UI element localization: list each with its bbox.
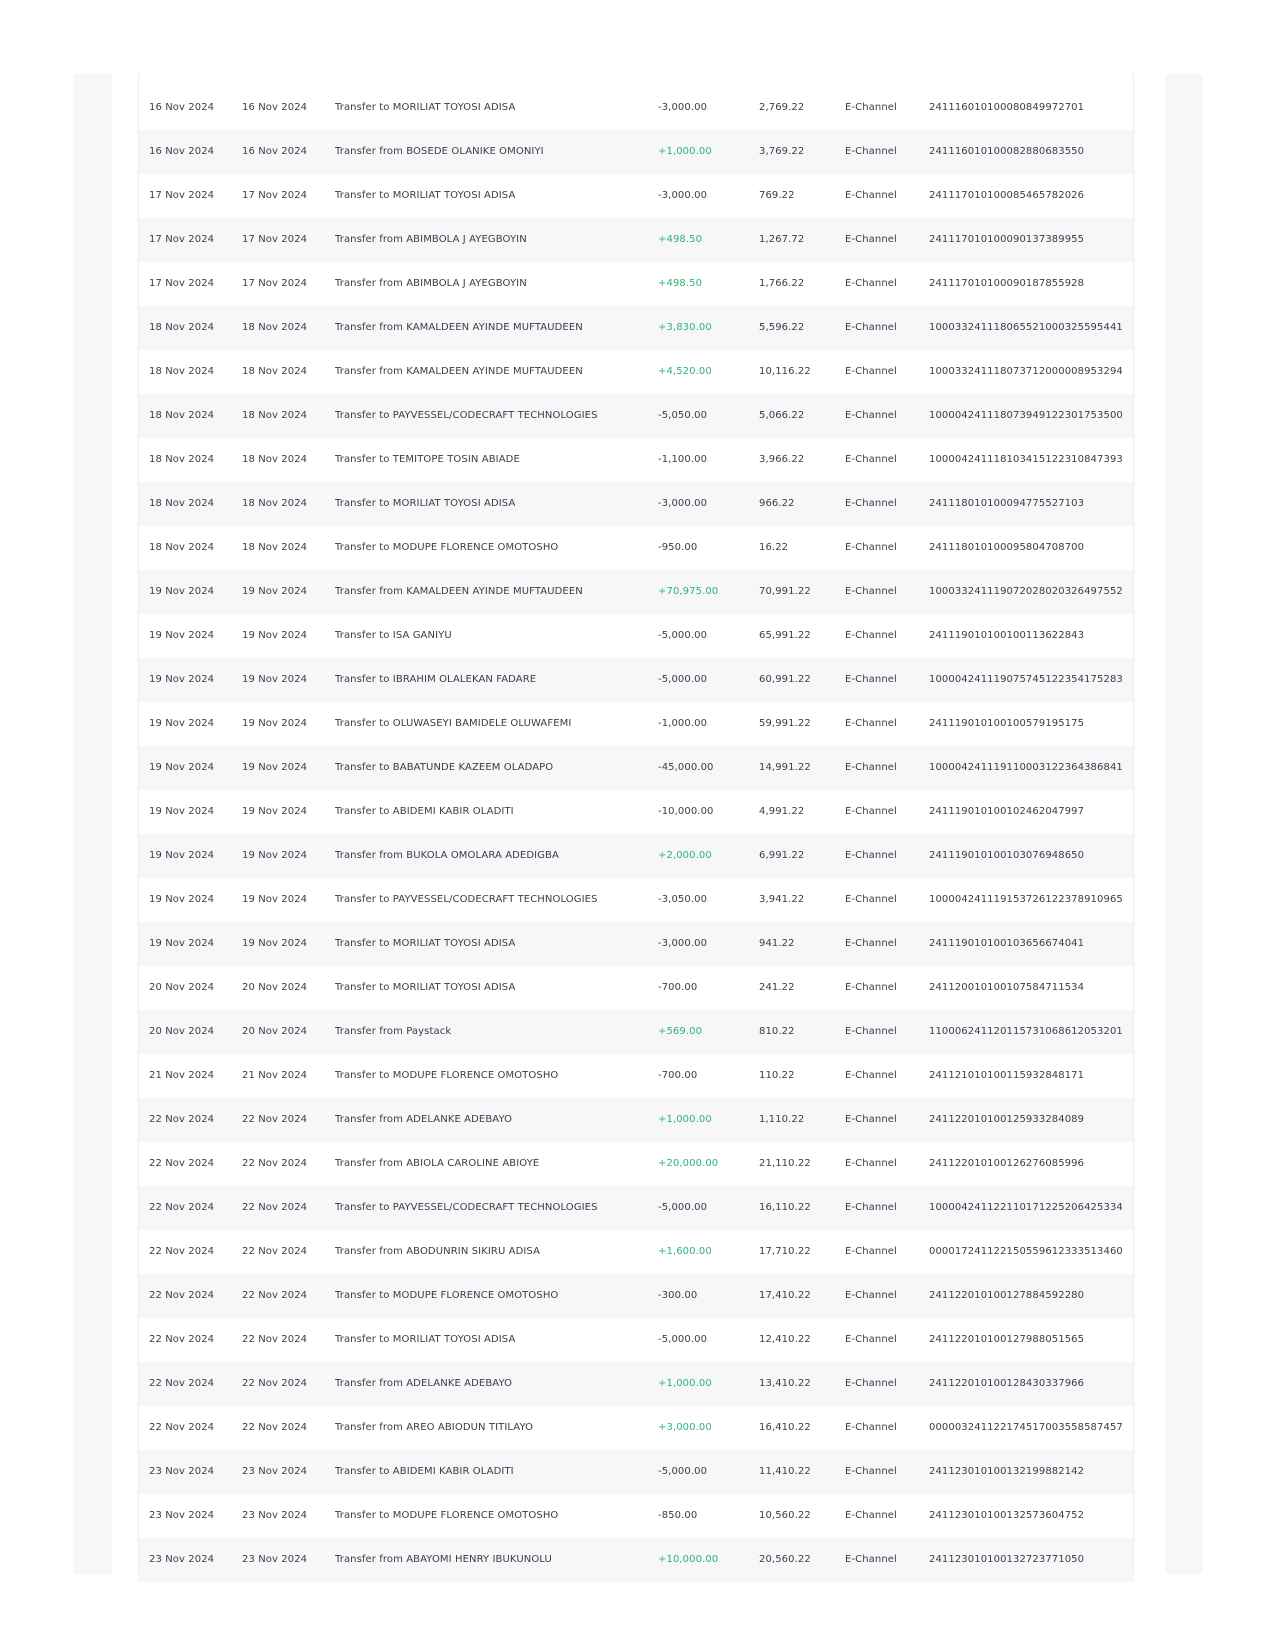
transaction-amount: +1,000.00 (658, 146, 712, 157)
transaction-description: Transfer from ADELANKE ADEBAYO (335, 1114, 513, 1125)
table-row (139, 526, 1133, 570)
running-balance: 110.22 (759, 1070, 795, 1081)
transaction-reference: 241123010100132573604752 (929, 1510, 1085, 1521)
transaction-amount: -3,050.00 (658, 894, 708, 905)
value-date: 22 Nov 2024 (242, 1290, 308, 1301)
transaction-reference: 241122010100127988051565 (929, 1334, 1085, 1345)
table-row (139, 1274, 1133, 1318)
transaction-amount: -1,000.00 (658, 718, 708, 729)
transaction-date: 23 Nov 2024 (149, 1510, 215, 1521)
value-date: 18 Nov 2024 (242, 322, 308, 333)
transaction-description: Transfer to ABIDEMI KABIR OLADITI (335, 806, 514, 817)
table-row (139, 1230, 1133, 1274)
transaction-channel: E-Channel (845, 938, 897, 949)
transaction-description: Transfer to MORILIAT TOYOSI ADISA (335, 190, 516, 201)
transaction-channel: E-Channel (845, 454, 897, 465)
value-date: 19 Nov 2024 (242, 586, 308, 597)
transaction-description: Transfer from AREO ABIODUN TITILAYO (335, 1422, 534, 1433)
value-date: 19 Nov 2024 (242, 630, 308, 641)
transaction-description: Transfer from KAMALDEEN AYINDE MUFTAUDEEN (335, 322, 583, 333)
table-row (139, 570, 1133, 614)
transaction-date: 19 Nov 2024 (149, 762, 215, 773)
transaction-channel: E-Channel (845, 322, 897, 333)
transaction-channel: E-Channel (845, 1378, 897, 1389)
transaction-channel: E-Channel (845, 674, 897, 685)
transaction-date: 17 Nov 2024 (149, 234, 215, 245)
transaction-description: Transfer from KAMALDEEN AYINDE MUFTAUDEEN (335, 366, 583, 377)
value-date: 22 Nov 2024 (242, 1158, 308, 1169)
transaction-reference: 241122010100126276085996 (929, 1158, 1085, 1169)
running-balance: 769.22 (759, 190, 795, 201)
transaction-date: 21 Nov 2024 (149, 1070, 215, 1081)
transaction-date: 20 Nov 2024 (149, 1026, 215, 1037)
transaction-reference: 241117010100090137389955 (929, 234, 1085, 245)
transaction-description: Transfer to MORILIAT TOYOSI ADISA (335, 102, 516, 113)
transaction-date: 22 Nov 2024 (149, 1158, 215, 1169)
transaction-description: Transfer to OLUWASEYI BAMIDELE OLUWAFEMI (335, 718, 572, 729)
transaction-amount: -5,000.00 (658, 630, 708, 641)
table-row (139, 1054, 1133, 1098)
transaction-reference: 241122010100128430337966 (929, 1378, 1085, 1389)
transaction-reference: 100004241118073949122301753500 (929, 410, 1123, 421)
transaction-channel: E-Channel (845, 1466, 897, 1477)
transaction-date: 18 Nov 2024 (149, 410, 215, 421)
value-date: 22 Nov 2024 (242, 1334, 308, 1345)
transaction-date: 19 Nov 2024 (149, 586, 215, 597)
transaction-amount: -3,000.00 (658, 498, 708, 509)
running-balance: 3,966.22 (759, 454, 805, 465)
transaction-reference: 100033241118073712000008953294 (929, 366, 1123, 377)
table-row (139, 922, 1133, 966)
transaction-description: Transfer from ABODUNRIN SIKIRU ADISA (335, 1246, 541, 1257)
transaction-amount: +2,000.00 (658, 850, 712, 861)
transaction-amount: -300.00 (658, 1290, 698, 1301)
transaction-channel: E-Channel (845, 278, 897, 289)
transaction-amount: +1,000.00 (658, 1378, 712, 1389)
transaction-description: Transfer to MORILIAT TOYOSI ADISA (335, 1334, 516, 1345)
table-row (139, 1010, 1133, 1054)
transaction-amount: +498.50 (658, 234, 703, 245)
transaction-description: Transfer from ABIMBOLA J AYEGBOYIN (335, 234, 527, 245)
table-row (139, 1362, 1133, 1406)
transaction-description: Transfer from ABIMBOLA J AYEGBOYIN (335, 278, 527, 289)
table-row (139, 834, 1133, 878)
transaction-reference: 241119010100100113622843 (929, 630, 1085, 641)
value-date: 17 Nov 2024 (242, 190, 308, 201)
value-date: 23 Nov 2024 (242, 1554, 308, 1565)
running-balance: 1,766.22 (759, 278, 805, 289)
running-balance: 10,116.22 (759, 366, 811, 377)
value-date: 18 Nov 2024 (242, 542, 308, 553)
transaction-date: 18 Nov 2024 (149, 366, 215, 377)
transaction-channel: E-Channel (845, 102, 897, 113)
transaction-description: Transfer to TEMITOPE TOSIN ABIADE (335, 454, 520, 465)
transaction-amount: +4,520.00 (658, 366, 712, 377)
transaction-reference: 241118010100094775527103 (929, 498, 1085, 509)
transaction-reference: 241122010100125933284089 (929, 1114, 1085, 1125)
transaction-date: 19 Nov 2024 (149, 630, 215, 641)
transaction-channel: E-Channel (845, 894, 897, 905)
transaction-description: Transfer to MODUPE FLORENCE OMOTOSHO (335, 1510, 559, 1521)
transaction-description: Transfer from BUKOLA OMOLARA ADEDIGBA (335, 850, 559, 861)
transaction-reference: 241120010100107584711534 (929, 982, 1085, 993)
transaction-reference: 241121010100115932848171 (929, 1070, 1085, 1081)
value-date: 16 Nov 2024 (242, 102, 308, 113)
transaction-reference: 000017241122150559612333513460 (929, 1246, 1123, 1257)
running-balance: 70,991.22 (759, 586, 811, 597)
running-balance: 10,560.22 (759, 1510, 811, 1521)
transaction-channel: E-Channel (845, 630, 897, 641)
value-date: 22 Nov 2024 (242, 1422, 308, 1433)
transaction-description: Transfer to MORILIAT TOYOSI ADISA (335, 938, 516, 949)
transaction-description: Transfer from BOSEDE OLANIKE OMONIYI (335, 146, 544, 157)
transaction-description: Transfer to MODUPE FLORENCE OMOTOSHO (335, 1290, 559, 1301)
running-balance: 241.22 (759, 982, 795, 993)
table-row (139, 966, 1133, 1010)
transaction-amount: -10,000.00 (658, 806, 714, 817)
transaction-date: 18 Nov 2024 (149, 542, 215, 553)
value-date: 19 Nov 2024 (242, 762, 308, 773)
transaction-description: Transfer to ABIDEMI KABIR OLADITI (335, 1466, 514, 1477)
transaction-description: Transfer to MORILIAT TOYOSI ADISA (335, 498, 516, 509)
running-balance: 16.22 (759, 542, 789, 553)
transaction-date: 16 Nov 2024 (149, 102, 215, 113)
transaction-date: 19 Nov 2024 (149, 894, 215, 905)
transaction-description: Transfer to IBRAHIM OLALEKAN FADARE (335, 674, 537, 685)
value-date: 19 Nov 2024 (242, 674, 308, 685)
value-date: 19 Nov 2024 (242, 718, 308, 729)
transaction-channel: E-Channel (845, 190, 897, 201)
left-margin-panel (74, 74, 112, 1574)
transaction-amount: -5,050.00 (658, 410, 708, 421)
running-balance: 12,410.22 (759, 1334, 811, 1345)
transaction-channel: E-Channel (845, 982, 897, 993)
transaction-date: 22 Nov 2024 (149, 1114, 215, 1125)
transaction-date: 19 Nov 2024 (149, 718, 215, 729)
table-row (139, 1538, 1133, 1582)
transaction-amount: -5,000.00 (658, 1334, 708, 1345)
transaction-date: 19 Nov 2024 (149, 850, 215, 861)
transaction-reference: 241123010100132723771050 (929, 1554, 1085, 1565)
running-balance: 810.22 (759, 1026, 795, 1037)
transaction-date: 22 Nov 2024 (149, 1334, 215, 1345)
transaction-channel: E-Channel (845, 1158, 897, 1169)
transaction-reference: 241117010100085465782026 (929, 190, 1085, 201)
transaction-amount: +3,830.00 (658, 322, 712, 333)
transaction-description: Transfer from ABAYOMI HENRY IBUKUNOLU (335, 1554, 552, 1565)
transaction-channel: E-Channel (845, 1510, 897, 1521)
transaction-amount: -3,000.00 (658, 190, 708, 201)
value-date: 19 Nov 2024 (242, 938, 308, 949)
transaction-description: Transfer from ADELANKE ADEBAYO (335, 1378, 513, 1389)
transaction-description: Transfer to MODUPE FLORENCE OMOTOSHO (335, 542, 559, 553)
table-row (139, 658, 1133, 702)
running-balance: 2,769.22 (759, 102, 805, 113)
transaction-reference: 100004241119075745122354175283 (929, 674, 1123, 685)
table-row (139, 218, 1133, 262)
transaction-date: 16 Nov 2024 (149, 146, 215, 157)
table-row (139, 438, 1133, 482)
transaction-date: 22 Nov 2024 (149, 1246, 215, 1257)
transaction-reference: 241122010100127884592280 (929, 1290, 1085, 1301)
transaction-amount: +3,000.00 (658, 1422, 712, 1433)
table-row (139, 1406, 1133, 1450)
right-margin-panel (1165, 74, 1203, 1574)
transaction-amount: -45,000.00 (658, 762, 714, 773)
table-row (139, 790, 1133, 834)
transaction-amount: +70,975.00 (658, 586, 719, 597)
running-balance: 6,991.22 (759, 850, 805, 861)
table-row (139, 86, 1133, 130)
transaction-amount: -5,000.00 (658, 674, 708, 685)
transaction-amount: -700.00 (658, 1070, 698, 1081)
running-balance: 60,991.22 (759, 674, 811, 685)
transaction-channel: E-Channel (845, 762, 897, 773)
table-row (139, 878, 1133, 922)
transaction-channel: E-Channel (845, 806, 897, 817)
running-balance: 5,596.22 (759, 322, 805, 333)
running-balance: 65,991.22 (759, 630, 811, 641)
transaction-reference: 241123010100132199882142 (929, 1466, 1085, 1477)
transaction-amount: +569.00 (658, 1026, 703, 1037)
transaction-reference: 241116010100080849972701 (929, 102, 1085, 113)
transaction-date: 23 Nov 2024 (149, 1554, 215, 1565)
running-balance: 1,110.22 (759, 1114, 805, 1125)
value-date: 22 Nov 2024 (242, 1114, 308, 1125)
transaction-description: Transfer to PAYVESSEL/CODECRAFT TECHNOLOGIES (335, 894, 598, 905)
transaction-reference: 241119010100103076948650 (929, 850, 1085, 861)
table-row (139, 1450, 1133, 1494)
running-balance: 59,991.22 (759, 718, 811, 729)
transaction-reference: 241117010100090187855928 (929, 278, 1085, 289)
running-balance: 3,941.22 (759, 894, 805, 905)
table-row (139, 130, 1133, 174)
running-balance: 5,066.22 (759, 410, 805, 421)
transaction-amount: -950.00 (658, 542, 698, 553)
transaction-channel: E-Channel (845, 1026, 897, 1037)
transaction-channel: E-Channel (845, 146, 897, 157)
running-balance: 16,110.22 (759, 1202, 811, 1213)
running-balance: 941.22 (759, 938, 795, 949)
transaction-description: Transfer from Paystack (335, 1026, 452, 1037)
table-row (139, 1186, 1133, 1230)
running-balance: 16,410.22 (759, 1422, 811, 1433)
transaction-reference: 100004241119110003122364386841 (929, 762, 1123, 773)
transaction-reference: 100004241118103415122310847393 (929, 454, 1123, 465)
running-balance: 11,410.22 (759, 1466, 811, 1477)
transaction-reference: 100004241119153726122378910965 (929, 894, 1123, 905)
transaction-description: Transfer to ISA GANIYU (335, 630, 452, 641)
transaction-description: Transfer to BABATUNDE KAZEEM OLADAPO (335, 762, 554, 773)
table-row (139, 746, 1133, 790)
transaction-channel: E-Channel (845, 542, 897, 553)
transaction-date: 23 Nov 2024 (149, 1466, 215, 1477)
running-balance: 21,110.22 (759, 1158, 811, 1169)
transaction-channel: E-Channel (845, 1422, 897, 1433)
transaction-channel: E-Channel (845, 1246, 897, 1257)
transaction-reference: 241116010100082880683550 (929, 146, 1085, 157)
running-balance: 966.22 (759, 498, 795, 509)
transaction-amount: -3,000.00 (658, 102, 708, 113)
value-date: 17 Nov 2024 (242, 278, 308, 289)
transaction-channel: E-Channel (845, 850, 897, 861)
table-row (139, 174, 1133, 218)
table-row (139, 306, 1133, 350)
transaction-description: Transfer from KAMALDEEN AYINDE MUFTAUDEEN (335, 586, 583, 597)
running-balance: 17,710.22 (759, 1246, 811, 1257)
running-balance: 20,560.22 (759, 1554, 811, 1565)
transaction-description: Transfer to MORILIAT TOYOSI ADISA (335, 982, 516, 993)
value-date: 19 Nov 2024 (242, 850, 308, 861)
transaction-amount: +20,000.00 (658, 1158, 719, 1169)
transactions-table (138, 74, 1134, 1574)
transaction-reference: 100033241119072028020326497552 (929, 586, 1123, 597)
transaction-channel: E-Channel (845, 410, 897, 421)
table-row (139, 350, 1133, 394)
table-row (139, 614, 1133, 658)
transaction-description: Transfer to PAYVESSEL/CODECRAFT TECHNOLOGIES (335, 410, 598, 421)
transaction-amount: +10,000.00 (658, 1554, 719, 1565)
value-date: 16 Nov 2024 (242, 146, 308, 157)
table-row (139, 1098, 1133, 1142)
running-balance: 3,769.22 (759, 146, 805, 157)
table-row (139, 394, 1133, 438)
transaction-date: 20 Nov 2024 (149, 982, 215, 993)
transaction-channel: E-Channel (845, 586, 897, 597)
transaction-amount: +498.50 (658, 278, 703, 289)
transaction-channel: E-Channel (845, 1554, 897, 1565)
transaction-description: Transfer to PAYVESSEL/CODECRAFT TECHNOLOGIES (335, 1202, 598, 1213)
transaction-reference: 000003241122174517003558587457 (929, 1422, 1123, 1433)
value-date: 17 Nov 2024 (242, 234, 308, 245)
transaction-date: 19 Nov 2024 (149, 938, 215, 949)
table-row (139, 702, 1133, 746)
value-date: 23 Nov 2024 (242, 1466, 308, 1477)
running-balance: 14,991.22 (759, 762, 811, 773)
transaction-date: 22 Nov 2024 (149, 1422, 215, 1433)
value-date: 18 Nov 2024 (242, 366, 308, 377)
value-date: 18 Nov 2024 (242, 454, 308, 465)
transaction-reference: 100033241118065521000325595441 (929, 322, 1123, 333)
transaction-date: 19 Nov 2024 (149, 674, 215, 685)
running-balance: 1,267.72 (759, 234, 805, 245)
table-row (139, 1318, 1133, 1362)
table-row (139, 262, 1133, 306)
transaction-date: 18 Nov 2024 (149, 498, 215, 509)
transaction-channel: E-Channel (845, 718, 897, 729)
transaction-channel: E-Channel (845, 498, 897, 509)
transaction-amount: -5,000.00 (658, 1466, 708, 1477)
transaction-channel: E-Channel (845, 366, 897, 377)
value-date: 22 Nov 2024 (242, 1246, 308, 1257)
value-date: 18 Nov 2024 (242, 410, 308, 421)
transaction-date: 18 Nov 2024 (149, 322, 215, 333)
transaction-reference: 100004241122110171225206425334 (929, 1202, 1123, 1213)
transaction-amount: -1,100.00 (658, 454, 708, 465)
value-date: 18 Nov 2024 (242, 498, 308, 509)
value-date: 19 Nov 2024 (242, 806, 308, 817)
running-balance: 17,410.22 (759, 1290, 811, 1301)
transaction-description: Transfer to MODUPE FLORENCE OMOTOSHO (335, 1070, 559, 1081)
transaction-date: 22 Nov 2024 (149, 1202, 215, 1213)
transaction-amount: -3,000.00 (658, 938, 708, 949)
value-date: 22 Nov 2024 (242, 1202, 308, 1213)
transaction-channel: E-Channel (845, 234, 897, 245)
running-balance: 13,410.22 (759, 1378, 811, 1389)
value-date: 23 Nov 2024 (242, 1510, 308, 1521)
transaction-reference: 241118010100095804708700 (929, 542, 1085, 553)
transaction-reference: 241119010100103656674041 (929, 938, 1085, 949)
transaction-date: 22 Nov 2024 (149, 1378, 215, 1389)
table-row (139, 1142, 1133, 1186)
table-row (139, 1494, 1133, 1538)
transaction-date: 17 Nov 2024 (149, 278, 215, 289)
transaction-amount: -5,000.00 (658, 1202, 708, 1213)
transaction-date: 22 Nov 2024 (149, 1290, 215, 1301)
transaction-date: 17 Nov 2024 (149, 190, 215, 201)
transaction-reference: 110006241120115731068612053201 (929, 1026, 1123, 1037)
transaction-description: Transfer from ABIOLA CAROLINE ABIOYE (335, 1158, 540, 1169)
value-date: 19 Nov 2024 (242, 894, 308, 905)
value-date: 20 Nov 2024 (242, 982, 308, 993)
transaction-amount: -850.00 (658, 1510, 698, 1521)
transaction-reference: 241119010100102462047997 (929, 806, 1085, 817)
value-date: 22 Nov 2024 (242, 1378, 308, 1389)
running-balance: 4,991.22 (759, 806, 805, 817)
value-date: 21 Nov 2024 (242, 1070, 308, 1081)
transaction-channel: E-Channel (845, 1070, 897, 1081)
transaction-amount: -700.00 (658, 982, 698, 993)
table-row (139, 482, 1133, 526)
transaction-channel: E-Channel (845, 1114, 897, 1125)
transaction-amount: +1,600.00 (658, 1246, 712, 1257)
transaction-date: 18 Nov 2024 (149, 454, 215, 465)
transaction-channel: E-Channel (845, 1334, 897, 1345)
transaction-channel: E-Channel (845, 1202, 897, 1213)
transaction-amount: +1,000.00 (658, 1114, 712, 1125)
transaction-reference: 241119010100100579195175 (929, 718, 1085, 729)
value-date: 20 Nov 2024 (242, 1026, 308, 1037)
transactions-table-body (139, 86, 1133, 1582)
transaction-channel: E-Channel (845, 1290, 897, 1301)
transaction-date: 19 Nov 2024 (149, 806, 215, 817)
